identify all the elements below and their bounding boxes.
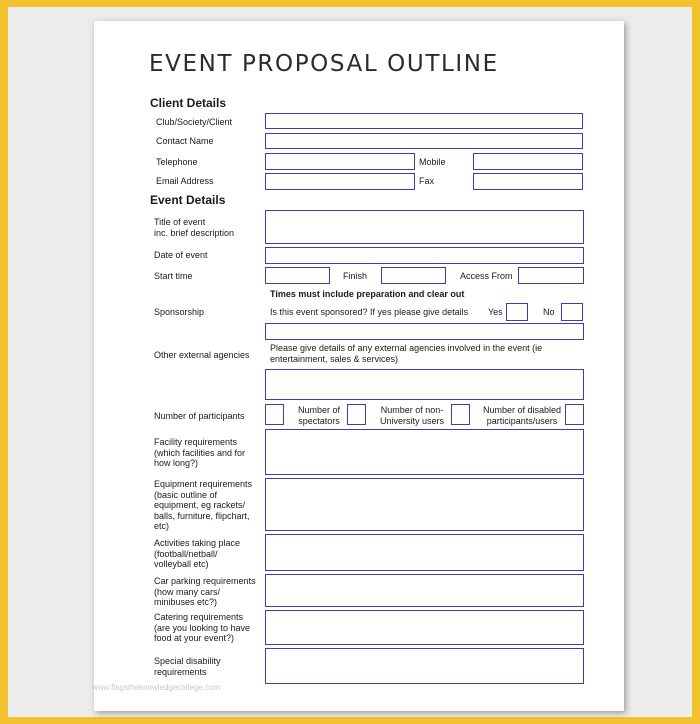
catering-field[interactable]	[265, 610, 584, 645]
spectators-field[interactable]	[347, 404, 366, 425]
contact-name-label: Contact Name	[156, 136, 214, 146]
car-parking-field[interactable]	[265, 574, 584, 607]
telephone-field[interactable]	[265, 153, 415, 170]
club-label: Club/Society/Client	[156, 117, 233, 127]
watermark-text: www.flagstheknowledgecollege.com	[92, 683, 221, 692]
disabled-participants-label: Number of disabled participants/users	[483, 405, 562, 426]
access-from-field[interactable]	[518, 267, 584, 284]
sponsorship-details-field[interactable]	[265, 323, 584, 340]
mobile-label: Mobile	[419, 157, 446, 167]
form-sheet	[94, 21, 624, 711]
page-background	[8, 7, 692, 717]
participants-label: Number of participants	[154, 411, 245, 421]
disabled-participants-field[interactable]	[565, 404, 584, 425]
equipment-label: Equipment requirements (basic outline of equipment, eg rackets/ balls, furniture, flipchart, etc)	[154, 479, 253, 531]
start-time-field[interactable]	[265, 267, 330, 284]
email-label: Email Address	[156, 176, 214, 186]
spectators-label: Number of spectators	[298, 405, 341, 426]
event-date-label: Date of event	[154, 250, 208, 260]
event-date-field[interactable]	[265, 247, 584, 264]
car-parking-label: Car parking requirements (how many cars/ minibuses etc?)	[154, 576, 256, 607]
client-details-heading: Client Details	[150, 96, 227, 110]
email-field[interactable]	[265, 173, 415, 190]
telephone-label: Telephone	[156, 157, 198, 167]
catering-label: Catering requirements (are you looking to have food at your event?)	[154, 612, 251, 643]
finish-field[interactable]	[381, 267, 446, 284]
no-checkbox[interactable]	[561, 303, 583, 321]
start-time-label: Start time	[154, 271, 193, 281]
times-note: Times must include preparation and clear out	[270, 289, 465, 299]
fax-label: Fax	[419, 176, 435, 186]
equipment-field[interactable]	[265, 478, 584, 531]
facility-label: Facility requirements (which facilities and for how long?)	[154, 437, 246, 468]
facility-field[interactable]	[265, 429, 584, 475]
event-title-label: Title of event inc. brief description	[154, 217, 235, 238]
yes-checkbox[interactable]	[506, 303, 528, 321]
finish-label: Finish	[343, 271, 368, 281]
sponsorship-label: Sponsorship	[154, 307, 205, 317]
fax-field[interactable]	[473, 173, 583, 190]
access-from-label: Access From	[460, 271, 513, 281]
participants-field[interactable]	[265, 404, 284, 425]
club-field[interactable]	[265, 113, 583, 129]
event-title-field[interactable]	[265, 210, 584, 244]
special-disability-field[interactable]	[265, 648, 584, 684]
contact-name-field[interactable]	[265, 133, 583, 149]
external-agencies-label: Other external agencies	[154, 350, 250, 360]
event-details-heading: Event Details	[150, 193, 226, 207]
activities-label: Activities taking place (football/netball/ volleyball etc)	[154, 538, 241, 569]
activities-field[interactable]	[265, 534, 584, 571]
special-disability-label: Special disability requirements	[154, 656, 221, 677]
non-university-field[interactable]	[451, 404, 470, 425]
page-title: EVENT PROPOSAL OUTLINE	[149, 51, 499, 77]
external-agencies-field[interactable]	[265, 369, 584, 400]
non-university-label: Number of non- University users	[380, 405, 445, 426]
mobile-field[interactable]	[473, 153, 583, 170]
yes-label: Yes	[488, 307, 503, 317]
sponsorship-question: Is this event sponsored? If yes please give details	[270, 307, 469, 317]
no-label: No	[543, 307, 555, 317]
external-agencies-note: Please give details of any external agencies involved in the event (ie entertainment, sales & services)	[270, 343, 543, 364]
